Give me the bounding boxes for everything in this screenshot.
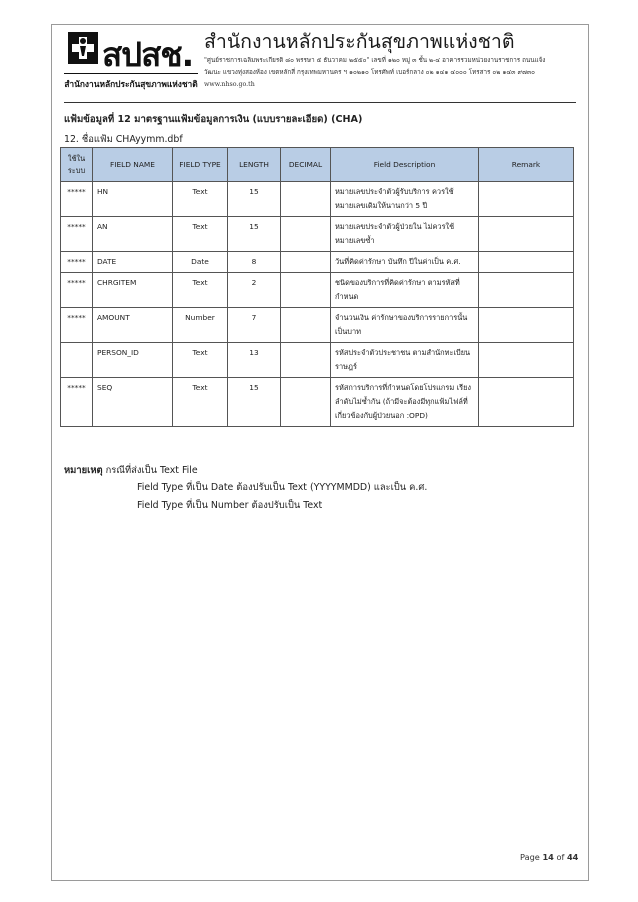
field-definition-table xyxy=(60,147,574,427)
cell-field-type: Text xyxy=(173,273,228,308)
col-header-length: LENGTH xyxy=(228,148,281,182)
cell-length: 13 xyxy=(228,343,281,378)
section-title: แฟ้มข้อมูลที่ 12 มาตรฐานแฟ้มข้อมูลการเงิน (แบบรายละเอียด) (CHA) xyxy=(64,114,363,125)
cell-used: ***** xyxy=(61,217,93,252)
note-line-date: Field Type ที่เป็น Date ต้องปรับเป็น Text (YYYYMMDD) และเป็น ค.ศ. xyxy=(137,482,428,493)
note-text: กรณีที่ส่งเป็น Text File xyxy=(105,465,198,476)
cell-remark xyxy=(479,308,574,343)
table-row xyxy=(61,182,574,217)
file-name: 12. ชื่อแฟ้ม CHAyymm.dbf xyxy=(64,134,183,145)
total-pages: 44 xyxy=(566,852,579,862)
cell-field-name: DATE xyxy=(93,252,173,273)
cell-used: ***** xyxy=(61,252,93,273)
cell-decimal xyxy=(281,182,331,217)
cell-decimal xyxy=(281,217,331,252)
cell-decimal xyxy=(281,252,331,273)
cell-remark xyxy=(479,343,574,378)
organization-name: สำนักงานหลักประกันสุขภาพแห่งชาติ xyxy=(204,30,515,53)
note xyxy=(64,463,198,478)
note-label: หมายเหตุ xyxy=(64,465,103,476)
cell-decimal xyxy=(281,273,331,308)
cell-field-type: Date xyxy=(173,252,228,273)
cell-field-name: HN xyxy=(93,182,173,217)
cell-length: 15 xyxy=(228,182,281,217)
cell-field-type: Text xyxy=(173,217,228,252)
cell-remark xyxy=(479,182,574,217)
cell-used: ***** xyxy=(61,378,93,427)
address-line-1: "ศูนย์ราชการเฉลิมพระเกียรติ ๘๐ พรรษา ๕ ธันวาคม ๒๕๕๐" เลขที่ ๑๒๐ หมู่ ๓ ชั้น ๒-๔ อาคารรวมหน่วยงานราชการ ถนนแจ้ง xyxy=(204,57,546,64)
current-page: 14 xyxy=(542,852,554,862)
cell-description: หมายเลขประจำตัวผู้รับบริการ ควรใช้หมายเลขเดิมให้นานกว่า 5 ปี xyxy=(331,182,479,217)
cell-field-type: Text xyxy=(173,378,228,427)
cell-field-type: Text xyxy=(173,343,228,378)
col-header-remark: Remark xyxy=(479,148,574,182)
cell-description: รหัสประจำตัวประชาชน ตามสำนักทะเบียนราษฎร์ xyxy=(331,343,479,378)
logo-text: สปสช. xyxy=(102,35,194,74)
cell-field-name: SEQ xyxy=(93,378,173,427)
table-row xyxy=(61,217,574,252)
page-number xyxy=(520,852,578,862)
organization-address xyxy=(204,55,545,91)
cell-remark xyxy=(479,252,574,273)
cell-decimal xyxy=(281,308,331,343)
table-header-row xyxy=(61,148,574,182)
cell-remark xyxy=(479,273,574,308)
logo-subtitle: สำนักงานหลักประกันสุขภาพแห่งชาติ xyxy=(64,73,198,91)
cell-decimal xyxy=(281,378,331,427)
header-divider xyxy=(64,102,576,103)
cell-field-type: Number xyxy=(173,308,228,343)
cell-field-name: CHRGITEM xyxy=(93,273,173,308)
cell-length: 7 xyxy=(228,308,281,343)
address-line-2: วัฒนะ แขวงทุ่งสองห้อง เขตหลักสี่ กรุงเทพมหานคร ฯ ๑๐๒๑๐ โทรศัพท์ เบอร์กลาง ๐๒ ๑๔๑ ๔๐๐๐ โทรสาร ๐๒ ๑๔๓ ๙๗๓๐ xyxy=(204,69,535,76)
cell-used: ***** xyxy=(61,273,93,308)
table-row xyxy=(61,378,574,427)
table-row xyxy=(61,308,574,343)
of-word: of xyxy=(556,852,565,862)
cell-length: 8 xyxy=(228,252,281,273)
col-header-decimal: DECIMAL xyxy=(281,148,331,182)
col-header-description: Field Description xyxy=(331,148,479,182)
table-row xyxy=(61,252,574,273)
nhso-logo xyxy=(64,28,198,90)
page-word: Page xyxy=(520,852,540,862)
cell-description: ชนิดของบริการที่คิดค่ารักษา ตามรหัสที่กำหนด xyxy=(331,273,479,308)
cell-remark xyxy=(479,378,574,427)
cell-description: หมายเลขประจำตัวผู้ป่วยใน ไม่ควรใช้หมายเลขซ้ำ xyxy=(331,217,479,252)
note-line-number: Field Type ที่เป็น Number ต้องปรับเป็น Text xyxy=(137,500,323,511)
cell-length: 2 xyxy=(228,273,281,308)
col-header-field-type: FIELD TYPE xyxy=(173,148,228,182)
cell-field-name: AN xyxy=(93,217,173,252)
cell-length: 15 xyxy=(228,378,281,427)
cell-field-name: PERSON_ID xyxy=(93,343,173,378)
table-row xyxy=(61,273,574,308)
cell-field-type: Text xyxy=(173,182,228,217)
cell-description: วันที่คิดค่ารักษา บันทึก ปีในค่าเป็น ค.ศ. xyxy=(331,252,479,273)
col-header-field-name: FIELD NAME xyxy=(93,148,173,182)
website: www.nhso.go.th xyxy=(204,81,255,88)
cell-description: รหัสการบริการที่กำหนดโดยโปรแกรม เรียงลำดับไม่ซ้ำกัน (ถ้ามีจะต้องมีทุกแฟ้มไฟล์ที่เกี่ยวข้องกับผู้ป่วยนอก :OPD) xyxy=(331,378,479,427)
table-row xyxy=(61,343,574,378)
cell-used: ***** xyxy=(61,308,93,343)
cell-description: จำนวนเงิน ค่ารักษาของบริการรายการนั้นเป็นบาท xyxy=(331,308,479,343)
cell-used: ***** xyxy=(61,182,93,217)
cell-used xyxy=(61,343,93,378)
col-header-used: ใช้ใน ระบบ xyxy=(61,148,93,182)
logo-emblem-icon xyxy=(68,32,98,64)
cell-field-name: AMOUNT xyxy=(93,308,173,343)
cell-remark xyxy=(479,217,574,252)
cell-length: 15 xyxy=(228,217,281,252)
cell-decimal xyxy=(281,343,331,378)
